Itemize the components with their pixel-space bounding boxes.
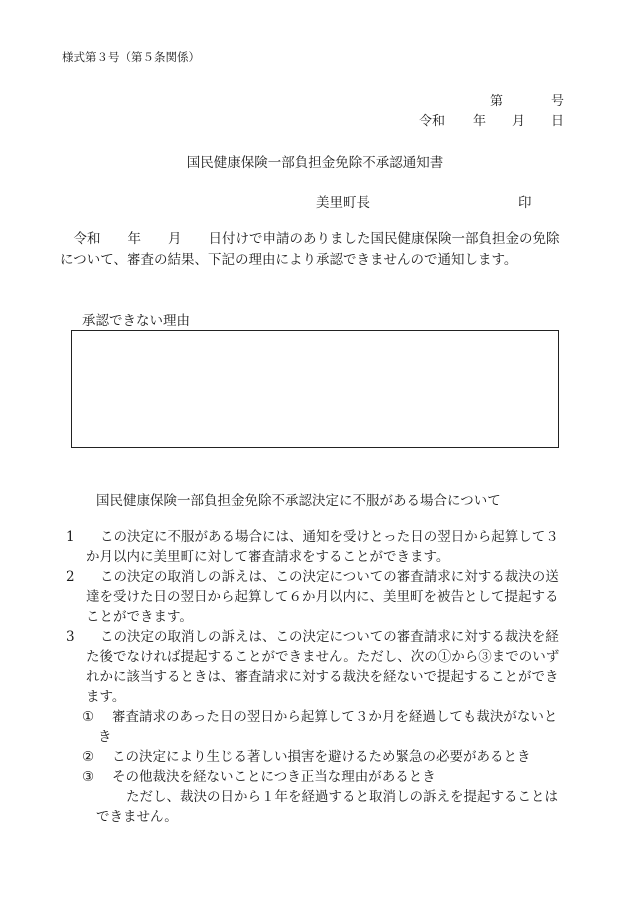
body-paragraph: 令和 年 月 日付けで申請のありました国民健康保険一部負担金の免除について、審査の結果、下記の理由により承認できませんので通知します。	[60, 231, 560, 268]
issue-date-year: 年	[472, 114, 486, 129]
notice-item-number: 2	[66, 569, 75, 585]
notice-sub-item	[66, 767, 566, 787]
notice-item-text: この決定の取消しの訴えは、この決定についての審査請求に対する裁決の送達を受けた日の翌日から起算して６か月以内に、美里町を被告として提起することができます。	[86, 569, 559, 625]
issue-date-era: 令和	[418, 114, 445, 129]
notice-sub-item	[66, 747, 566, 767]
doc-number-prefix: 第	[489, 94, 503, 109]
seal-mark: 印	[518, 195, 532, 211]
doc-number-suffix: 号	[550, 94, 564, 109]
notice-sub-item-number: ③	[82, 769, 95, 785]
notice-item	[66, 627, 566, 707]
notice-sub-item-text: 審査請求のあった日の翌日から起算して３か月を経過しても裁決がないとき	[98, 709, 558, 745]
notice-sub-item-text: その他裁決を経ないことにつき正当な理由があるとき	[112, 769, 436, 785]
issue-date-day: 日	[550, 114, 564, 129]
form-number: 様式第３号（第５条関係）	[62, 50, 200, 64]
notice-item	[66, 527, 566, 567]
document-number	[490, 90, 564, 109]
notice-item-text: この決定に不服がある場合には、通知を受けとった日の翌日から起算して３か月以内に美里町に対して審査請求をすることができます。	[86, 529, 559, 565]
reason-label: 承認できない理由	[82, 313, 190, 329]
notice-sub-item	[66, 707, 566, 747]
notice-sub-item-text: この決定により生じる著しい損害を避けるため緊急の必要があるとき	[112, 749, 531, 765]
notice-item	[66, 567, 566, 627]
notice-item-text: この決定の取消しの訴えは、この決定についての審査請求に対する裁決を経た後でなければ提起することができません。ただし、次の①から③までのいずれかに該当するときは、審査請求に対する裁決を経ないで提起することができます。	[86, 629, 560, 705]
closing-note: ただし、裁決の日から１年を経過すると取消しの訴えを提起することはできません。	[96, 789, 558, 825]
issue-date-month: 月	[511, 114, 525, 129]
reason-box[interactable]	[71, 330, 559, 448]
notice-item-number: 1	[66, 529, 75, 545]
appeal-notice-list	[66, 527, 566, 827]
issue-date	[419, 110, 564, 129]
appeal-notice-title: 国民健康保険一部負担金免除不承認決定に不服がある場合について	[96, 493, 501, 509]
document-title: 国民健康保険一部負担金免除不承認通知書	[186, 155, 444, 171]
notice-item-number: 3	[66, 629, 75, 645]
sender-name: 美里町長	[316, 195, 370, 211]
notice-sub-item-number: ②	[82, 749, 95, 765]
notice-sub-item-number: ①	[82, 709, 95, 725]
